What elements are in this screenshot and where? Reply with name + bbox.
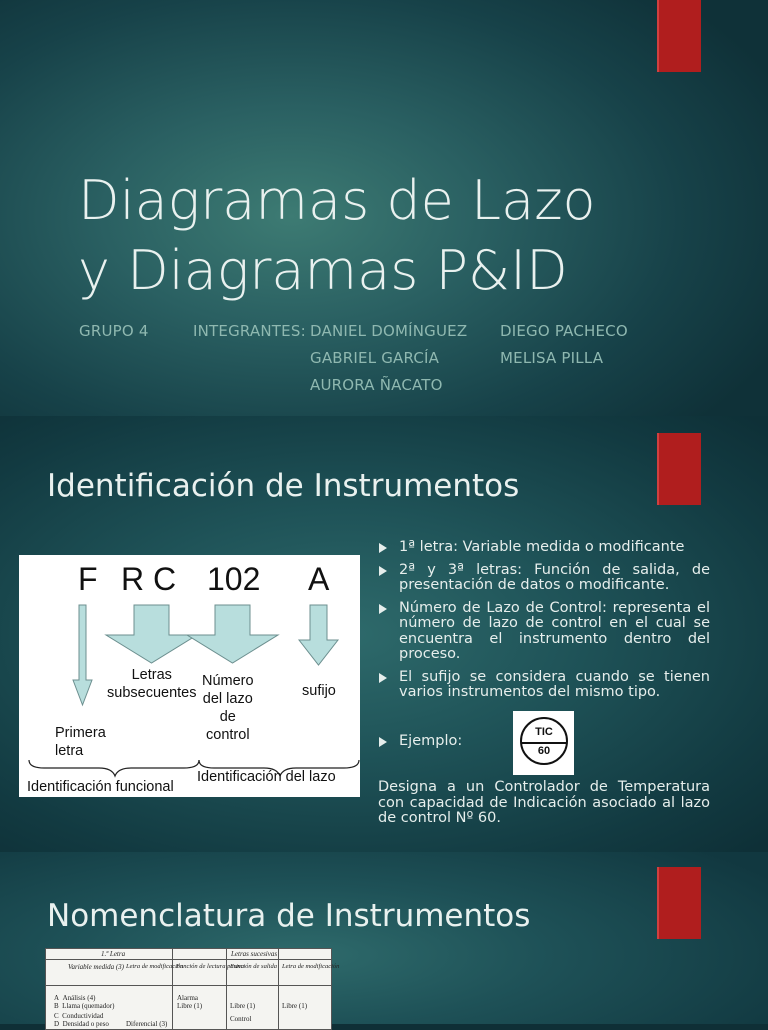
presentation-title <box>78 166 596 306</box>
label-primera-letra: Primera letra <box>55 725 106 759</box>
bullet-triangle-icon <box>379 566 387 576</box>
example-description: Designa a un Controlador de Temperatura con capacidad de Indicación asociado al lazo de control Nº 60. <box>378 779 710 826</box>
tag-letters-subsequent: R C <box>121 561 177 597</box>
example-label: Ejemplo: <box>399 733 463 749</box>
bullet-triangle-icon <box>379 737 387 747</box>
bullet-item: Número de Lazo de Control: representa el número de lazo de control en el cual se encuentra el instrumento dentro del proceso. <box>378 601 710 663</box>
table-rule <box>278 949 279 1029</box>
label-letras-subsecuentes: Letras subsecuentes <box>107 667 197 701</box>
label-identificacion-funcional: Identificación funcional <box>27 779 174 795</box>
label-sufijo: sufijo <box>302 683 336 699</box>
members-label: INTEGRANTES: <box>193 322 306 340</box>
label-numero-lazo: Número del lazo de control <box>202 673 254 743</box>
table-cell: Libre (1) <box>230 1002 256 1010</box>
instrument-symbol <box>513 711 574 775</box>
symbol-divider <box>522 742 566 744</box>
arrow-first-letter <box>73 605 92 705</box>
tag-letter-first: F <box>78 561 98 597</box>
symbol-loop-number: 60 <box>537 745 551 757</box>
table-row: A Análisis (4) <box>54 994 96 1002</box>
table-column-header: Variable medida (3) <box>68 963 124 971</box>
table-column-header: Función de lectura pasiva <box>176 963 245 970</box>
instrument-bubble-icon <box>520 717 568 765</box>
instrument-tag-diagram <box>19 555 360 797</box>
bullet-item: 2ª y 3ª letras: Función de salida, de presentación de datos o modificante. <box>378 563 710 594</box>
title-line-2: y Diagramas P&ID <box>78 239 568 302</box>
table-cell: Control <box>230 1015 252 1023</box>
table-column-header: Letra de modificación <box>282 963 340 970</box>
table-rule <box>172 949 173 1029</box>
table-group-header: 1.ª Letra <box>101 950 126 958</box>
bullet-triangle-icon <box>379 604 387 614</box>
member-name: AURORA ÑACATO <box>310 376 443 394</box>
bullet-list <box>378 540 710 708</box>
bullet-item: 1ª letra: Variable medida o modificante <box>378 540 710 556</box>
title-line-1: Diagramas de Lazo <box>78 169 596 232</box>
table-rule <box>46 959 331 960</box>
brace-functional <box>29 760 199 776</box>
section-title: Nomenclatura de Instrumentos <box>47 898 531 934</box>
tag-loop-number: 102 <box>207 561 261 597</box>
member-name: MELISA PILLA <box>500 349 604 367</box>
arrow-subsequent-letters <box>106 605 197 663</box>
table-cell: Libre (1) <box>282 1002 308 1010</box>
tag-suffix: A <box>308 561 330 597</box>
arrow-loop-number <box>187 605 278 663</box>
table-column-header: Letra de modificación <box>126 963 184 970</box>
accent-bar <box>657 0 701 72</box>
table-cell: Diferencial (3) <box>126 1020 168 1028</box>
table-column-header: Función de salida <box>230 963 277 970</box>
label-identificacion-lazo: Identificación del lazo <box>197 769 336 785</box>
bullet-triangle-icon <box>379 673 387 683</box>
table-rule <box>226 949 227 1029</box>
table-rule <box>46 985 331 986</box>
member-name: DIEGO PACHECO <box>500 322 628 340</box>
section-title: Identificación de Instrumentos <box>47 468 520 504</box>
nomenclature-table <box>45 948 340 1030</box>
table-cell: Libre (1) <box>177 1002 203 1010</box>
table-row: B Llama (quemador) <box>54 1002 115 1010</box>
bullet-triangle-icon <box>379 543 387 553</box>
table-row: D Densidad o peso <box>54 1020 109 1028</box>
table-cell: Alarma <box>177 994 198 1002</box>
accent-bar <box>657 867 701 939</box>
member-name: GABRIEL GARCÍA <box>310 349 440 367</box>
bullet-item: El sufijo se considera cuando se tienen varios instrumentos del mismo tipo. <box>378 670 710 701</box>
accent-bar <box>657 433 701 505</box>
group-label: GRUPO 4 <box>79 322 149 340</box>
table-group-header: Letras sucesivas <box>231 950 278 958</box>
arrow-suffix <box>299 605 338 665</box>
table-row: C Conductividad <box>54 1012 104 1020</box>
member-name: DANIEL DOMÍNGUEZ <box>310 322 468 340</box>
title-slide <box>0 0 768 416</box>
symbol-tag: TIC <box>535 726 553 738</box>
